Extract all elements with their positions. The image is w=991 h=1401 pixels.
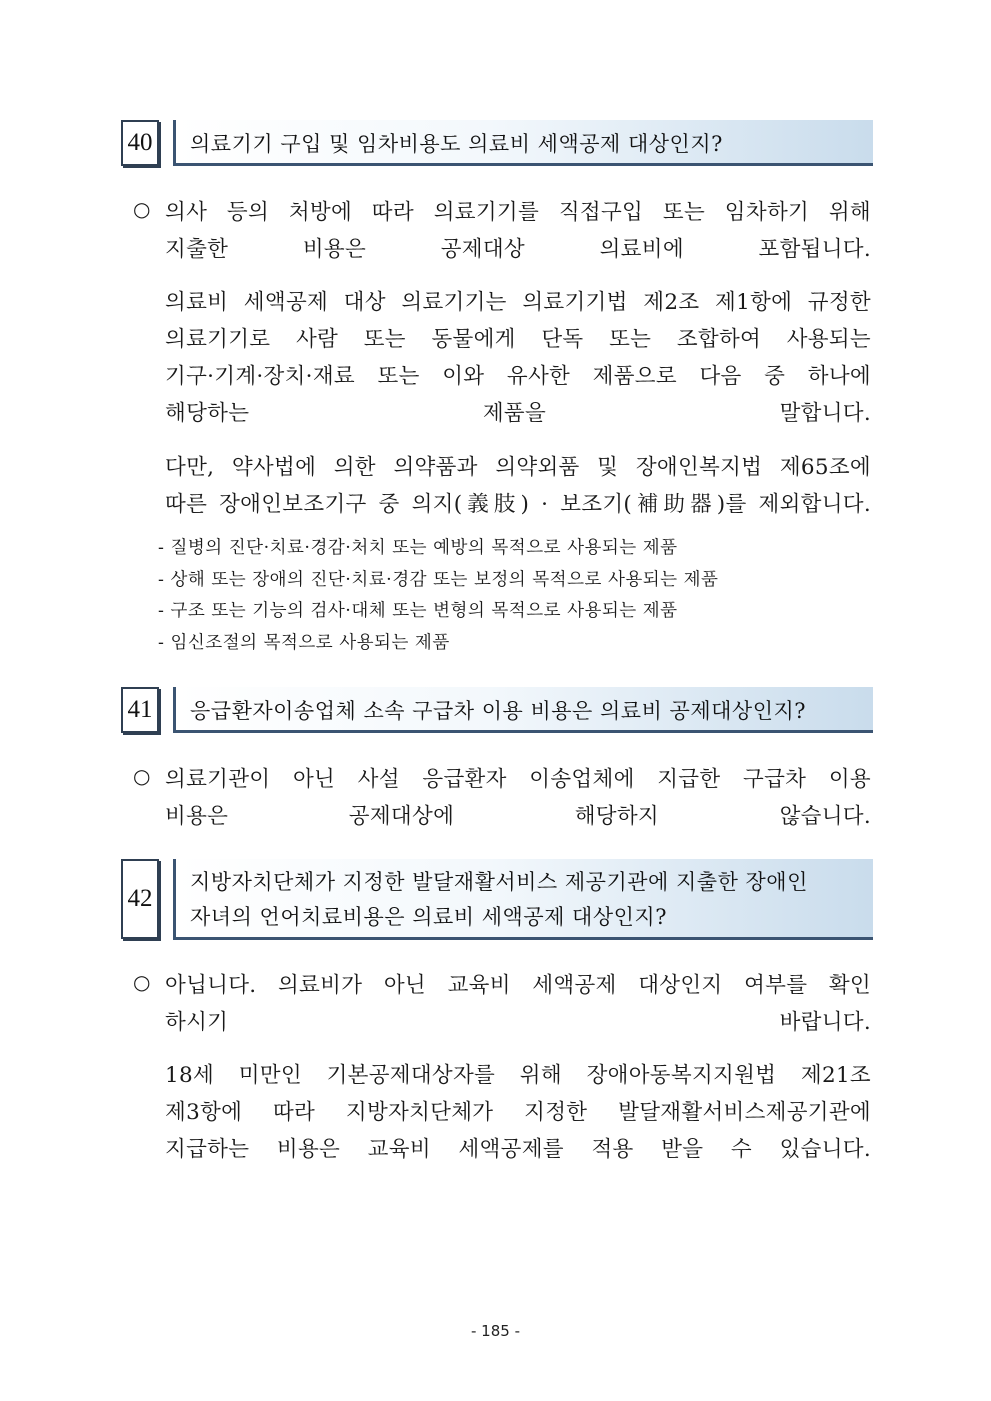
text-line: 해당하는 제품을 말합니다. xyxy=(165,401,871,426)
list-item: - 상해 또는 장애의 진단·치료·경감 또는 보정의 목적으로 사용되는 제품 xyxy=(158,569,719,590)
text-line: 기구·기계·장치·재료 또는 이와 유사한 제품으로 다음 중 하나에 xyxy=(165,364,871,389)
question-title-bar xyxy=(173,687,873,733)
question-header-42 xyxy=(121,859,873,941)
text-line: 의료기관이 아닌 사설 응급환자 이송업체에 지급한 구급차 이용 xyxy=(165,767,871,792)
text-line: 지출한 비용은 공제대상 의료비에 포함됩니다. xyxy=(165,237,871,262)
answer-paragraph xyxy=(165,761,871,835)
text-line: 다만, 약사법에 의한 의약품과 의약외품 및 장애인복지법 제65조에 xyxy=(165,455,871,480)
text-line: 의료기기로 사람 또는 동물에게 단독 또는 조합하여 사용되는 xyxy=(165,327,871,352)
question-header-40 xyxy=(121,120,873,166)
answer-paragraph xyxy=(165,449,871,523)
text-line: 18세 미만인 기본공제대상자를 위해 장애아동복지지원법 제21조 xyxy=(165,1063,871,1088)
list-item: - 구조 또는 기능의 검사·대체 또는 변형의 목적으로 사용되는 제품 xyxy=(158,601,678,621)
list-item: - 질병의 진단·치료·경감·처치 또는 예방의 목적으로 사용되는 제품 xyxy=(158,538,678,558)
answer-paragraph xyxy=(165,284,871,432)
question-number-badge: 40 xyxy=(121,120,159,166)
bullet-list xyxy=(158,533,858,659)
text-line: 비용은 공제대상에 해당하지 않습니다. xyxy=(165,804,871,829)
text-line: 지급하는 비용은 교육비 세액공제를 적용 받을 수 있습니다. xyxy=(165,1137,871,1162)
page-number: - 185 - xyxy=(471,1322,520,1340)
answer-bullet-circle: ○ xyxy=(133,970,151,994)
answer-paragraph xyxy=(165,194,871,268)
question-number-badge: 41 xyxy=(121,687,159,733)
question-title-line: 자녀의 언어치료비용은 의료비 세액공제 대상인지? xyxy=(190,905,667,929)
answer-paragraph xyxy=(165,967,871,1041)
text-line: 따른 장애인보조기구 중 의지(義肢) · 보조기(補助器)를 제외합니다. xyxy=(165,492,871,517)
question-title-bar xyxy=(173,120,873,166)
text-line: 하시기 바랍니다. xyxy=(165,1010,871,1035)
answer-bullet-circle: ○ xyxy=(133,197,151,221)
text-line: 의사 등의 처방에 따라 의료기기를 직접구입 또는 임차하기 위해 xyxy=(165,200,871,225)
question-title: 의료기기 구입 및 임차비용도 의료비 세액공제 대상인지? xyxy=(190,132,723,156)
question-header-41 xyxy=(121,687,873,733)
question-title-bar xyxy=(173,859,873,940)
answer-bullet-circle: ○ xyxy=(133,764,151,788)
answer-paragraph xyxy=(165,1057,871,1168)
text-line: 의료비 세액공제 대상 의료기기는 의료기기법 제2조 제1항에 규정한 xyxy=(165,290,871,315)
question-title: 응급환자이송업체 소속 구급차 이용 비용은 의료비 공제대상인지? xyxy=(190,699,807,723)
question-title-line: 지방자치단체가 지정한 발달재활서비스 제공기관에 지출한 장애인 xyxy=(190,870,808,894)
text-line: 아닙니다. 의료비가 아닌 교육비 세액공제 대상인지 여부를 확인 xyxy=(165,973,871,998)
question-number-badge: 42 xyxy=(121,859,159,939)
list-item: - 임신조절의 목적으로 사용되는 제품 xyxy=(158,632,450,653)
text-line: 제3항에 따라 지방자치단체가 지정한 발달재활서비스제공기관에 xyxy=(165,1100,871,1125)
